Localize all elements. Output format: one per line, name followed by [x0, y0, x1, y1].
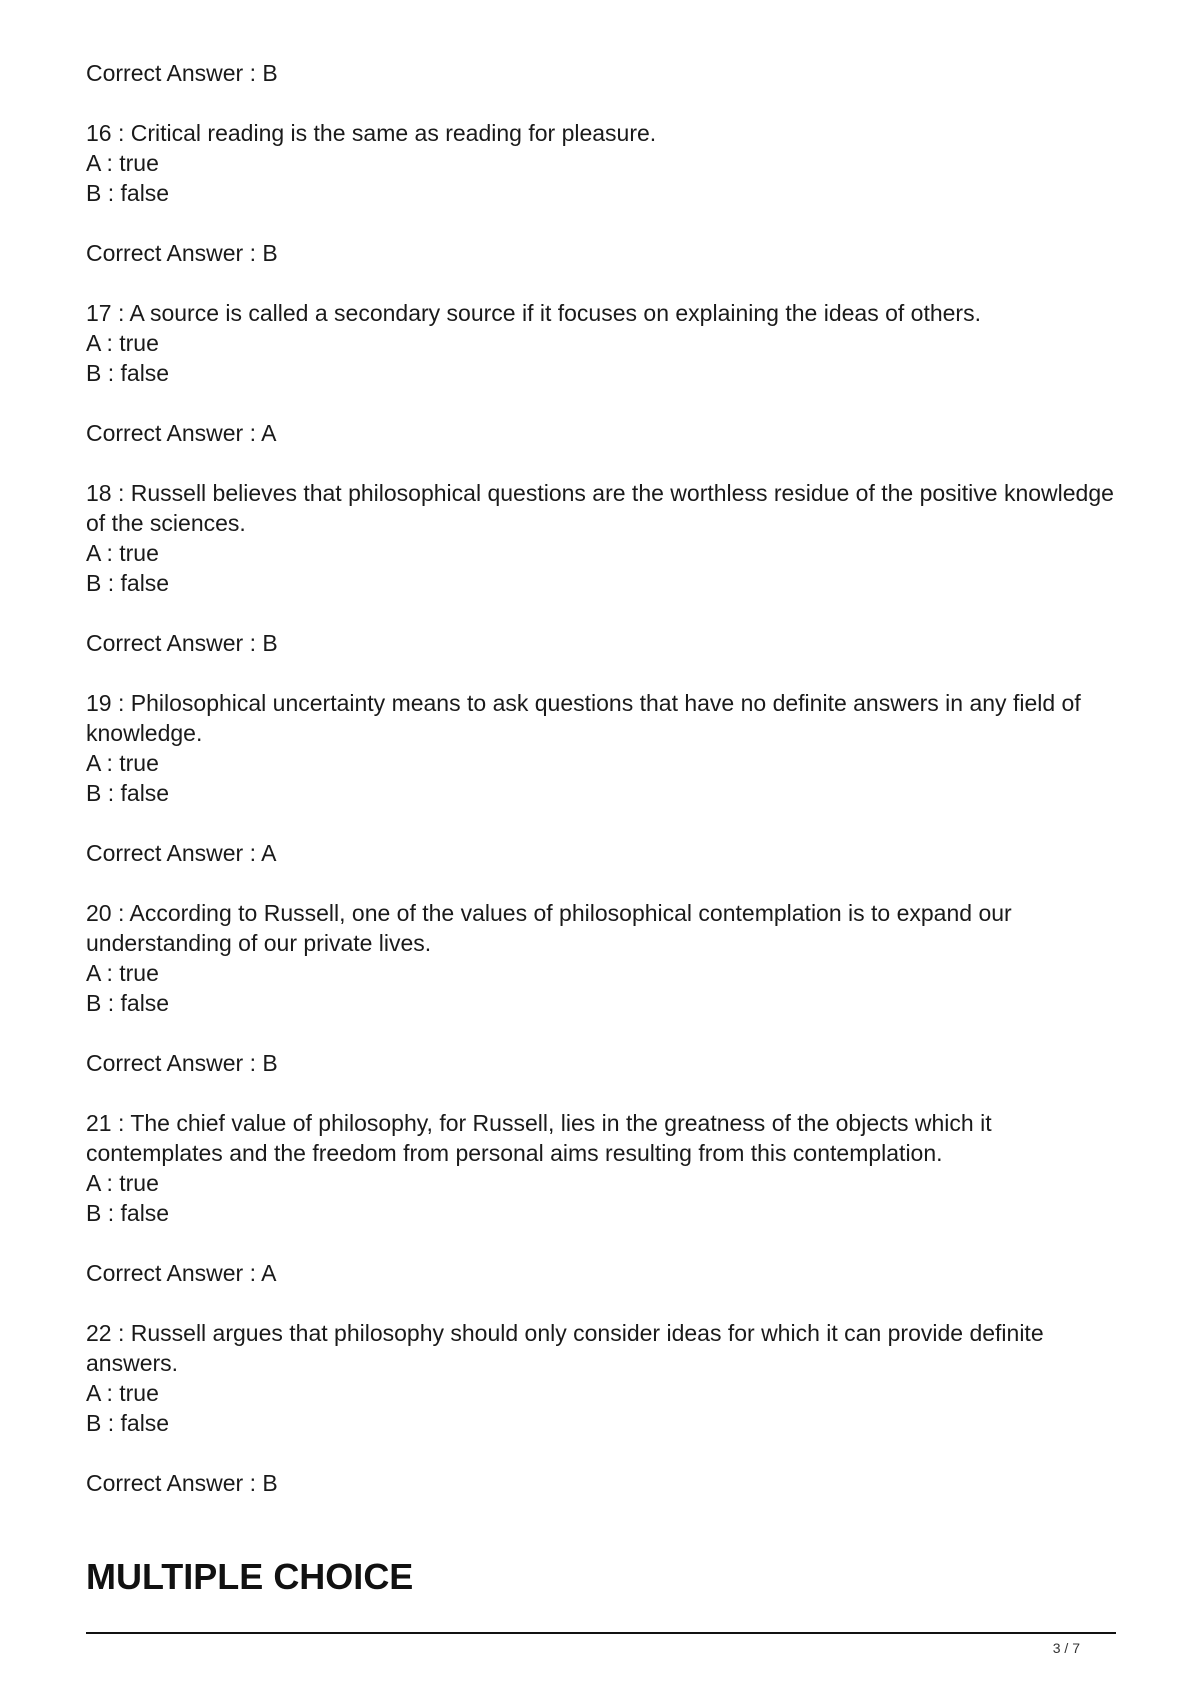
question-17 [86, 298, 1116, 448]
question-17-option-a: A : true [86, 330, 159, 356]
footer-divider [86, 1632, 1116, 1634]
question-17-correct-answer: Correct Answer : A [86, 420, 277, 446]
question-18-prompt: 18 : Russell believes that philosophical questions are the worthless residue of the positive knowledge of the sciences. [86, 480, 1121, 536]
question-21-option-a: A : true [86, 1170, 159, 1196]
correct-answer-15: Correct Answer : B [86, 60, 278, 86]
question-16-correct-answer: Correct Answer : B [86, 240, 278, 266]
question-20-correct-answer: Correct Answer : B [86, 1050, 278, 1076]
question-22-prompt: 22 : Russell argues that philosophy should only consider ideas for which it can provide definite answers. [86, 1320, 1051, 1376]
question-16-option-b: B : false [86, 180, 170, 206]
question-18-option-a: A : true [86, 540, 159, 566]
question-19-option-b: B : false [86, 780, 170, 806]
question-19-option-a: A : true [86, 750, 159, 776]
question-19-correct-answer: Correct Answer : A [86, 840, 277, 866]
question-22 [86, 1318, 1116, 1498]
question-19 [86, 688, 1116, 868]
question-20-prompt: 20 : According to Russell, one of the values of philosophical contemplation is to expand our understanding of our private lives. [86, 900, 1019, 956]
question-22-correct-answer: Correct Answer : B [86, 1470, 278, 1496]
section-heading: MULTIPLE CHOICE [86, 1556, 414, 1597]
question-21-option-b: B : false [86, 1200, 170, 1226]
question-21-prompt: 21 : The chief value of philosophy, for Russell, lies in the greatness of the objects which it contemplates and the freedom from personal aims resulting from this contemplation. [86, 1110, 998, 1166]
question-21-correct-answer: Correct Answer : A [86, 1260, 277, 1286]
question-22-option-b: B : false [86, 1410, 170, 1436]
question-18 [86, 478, 1121, 658]
question-18-correct-answer: Correct Answer : B [86, 630, 278, 656]
page-number: 3 / 7 [1052, 1640, 1080, 1656]
question-18-option-b: B : false [86, 570, 170, 596]
question-16-option-a: A : true [86, 150, 159, 176]
question-21 [86, 1108, 1116, 1288]
question-17-option-b: B : false [86, 360, 170, 386]
question-20-option-b: B : false [86, 990, 170, 1016]
question-22-option-a: A : true [86, 1380, 159, 1406]
question-17-prompt: 17 : A source is called a secondary source if it focuses on explaining the ideas of others. [86, 300, 981, 326]
question-19-prompt: 19 : Philosophical uncertainty means to ask questions that have no definite answers in any field of knowledge. [86, 690, 1088, 746]
question-20-option-a: A : true [86, 960, 159, 986]
question-16 [86, 118, 1116, 268]
question-16-prompt: 16 : Critical reading is the same as reading for pleasure. [86, 120, 657, 146]
document-body [86, 58, 1121, 1528]
question-20 [86, 898, 1116, 1078]
